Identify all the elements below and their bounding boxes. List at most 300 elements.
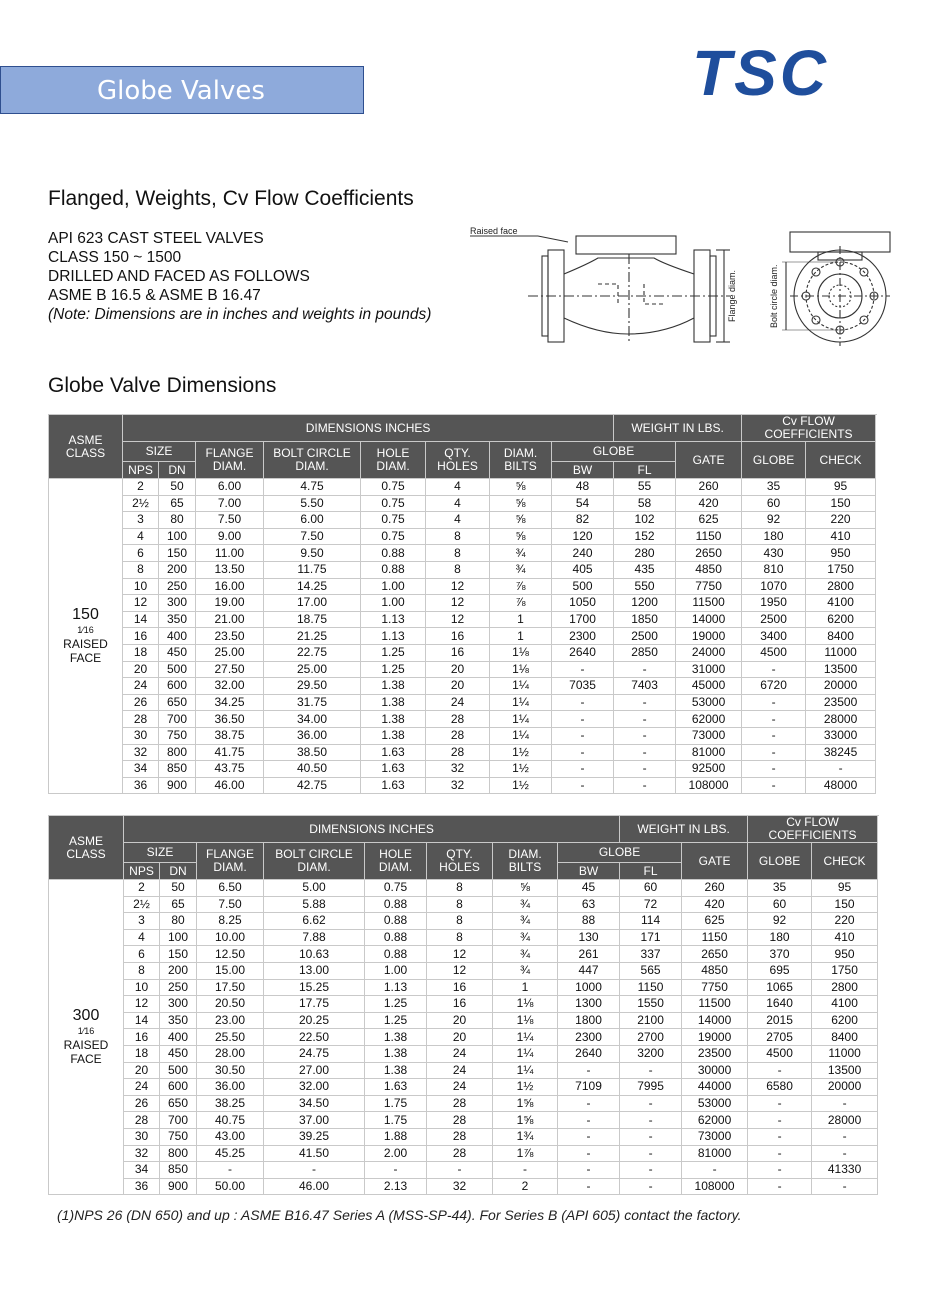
table-cell: 28: [427, 1145, 493, 1162]
table-cell: 0.88: [361, 545, 426, 562]
table-cell: 34: [123, 761, 159, 778]
table-cell: 2300: [552, 628, 614, 645]
nps-header: NPS: [123, 462, 159, 479]
table-cell: ¾: [490, 545, 552, 562]
table-cell: 120: [552, 528, 614, 545]
table-cell: 8: [427, 929, 493, 946]
title-banner: [0, 66, 364, 114]
table-cell: 1.38: [361, 727, 426, 744]
table-cell: 11500: [676, 595, 742, 612]
table-cell: 20: [426, 678, 490, 695]
table-cell: 80: [160, 913, 197, 930]
table-cell: 21.00: [196, 611, 264, 628]
table-cell: 14: [124, 1012, 160, 1029]
table-cell: -: [614, 694, 676, 711]
table-cell: 565: [620, 962, 682, 979]
table-cell: 20000: [806, 678, 876, 695]
bolt-circle-diam-label: Bolt circle diam.: [769, 264, 779, 328]
table-row: [49, 1045, 878, 1062]
table-cell: ⅝: [490, 495, 552, 512]
table-cell: 12: [426, 595, 490, 612]
table-cell: -: [614, 711, 676, 728]
spec-line: DRILLED AND FACED AS FOLLOWS: [48, 268, 310, 285]
table-cell: 435: [614, 561, 676, 578]
table-cell: 10: [123, 578, 159, 595]
table-cell: 800: [160, 1145, 197, 1162]
dn-header: DN: [159, 462, 196, 479]
table-cell: 36.50: [196, 711, 264, 728]
table-cell: 4850: [676, 561, 742, 578]
table-cell: 150: [812, 896, 878, 913]
table-cell: -: [812, 1095, 878, 1112]
table-cell: 11000: [812, 1045, 878, 1062]
table-cell: 0.88: [365, 946, 427, 963]
table-cell: 8: [426, 561, 490, 578]
table-cell: 1.00: [361, 578, 426, 595]
table-row: [49, 1029, 878, 1046]
spec-note: (Note: Dimensions are in inches and weights in pounds): [48, 306, 432, 323]
table-cell: 2300: [558, 1029, 620, 1046]
table-cell: 48: [552, 479, 614, 496]
table-cell: 1.25: [361, 661, 426, 678]
fl-header: FL: [614, 462, 676, 479]
table-row: [49, 1012, 878, 1029]
table-cell: 73000: [682, 1128, 748, 1145]
table-cell: 45: [558, 880, 620, 897]
table-cell: 81000: [682, 1145, 748, 1162]
table-row: [49, 661, 876, 678]
table-cell: ⅝: [490, 479, 552, 496]
table-cell: -: [742, 727, 806, 744]
table-cell: 350: [160, 1012, 197, 1029]
table-cell: 24.75: [264, 1045, 365, 1062]
table-cell: 23500: [682, 1045, 748, 1062]
table-cell: 8: [426, 545, 490, 562]
class-number: 150: [72, 605, 99, 623]
table-cell: -: [552, 694, 614, 711]
gate-header: GATE: [682, 843, 748, 880]
table-cell: 4: [123, 528, 159, 545]
class-fraction: 1⁄16: [77, 1025, 95, 1036]
table-cell: 6.00: [264, 512, 361, 529]
class-face: RAISED FACE: [63, 636, 108, 665]
table-body: [49, 880, 878, 1195]
table-cell: 152: [614, 528, 676, 545]
table-cell: 220: [806, 512, 876, 529]
table-cell: 53000: [682, 1095, 748, 1112]
table-cell: 405: [552, 561, 614, 578]
table-cell: 500: [159, 661, 196, 678]
table-cell: 150: [806, 495, 876, 512]
table-cell: 50: [159, 479, 196, 496]
table-cell: 2500: [742, 611, 806, 628]
table-cell: 40.75: [197, 1112, 264, 1129]
table-cell: 26: [123, 694, 159, 711]
table-cell: 8: [427, 913, 493, 930]
table-row: [49, 962, 878, 979]
table-cell: 4100: [812, 996, 878, 1013]
table-cell: 1550: [620, 996, 682, 1013]
table-row: [49, 512, 876, 529]
section-title: Globe Valve Dimensions: [48, 374, 277, 397]
cv-header: Cv FLOW COEFFICIENTS: [742, 415, 876, 442]
table-cell: 200: [160, 962, 197, 979]
table-cell: 80: [159, 512, 196, 529]
table-cell: 20: [427, 1012, 493, 1029]
table-row: [49, 1112, 878, 1129]
table-cell: 7750: [676, 578, 742, 595]
table-cell: 60: [742, 495, 806, 512]
table-cell: 7995: [620, 1079, 682, 1096]
table-cell: 46.00: [196, 777, 264, 794]
table-row: [49, 678, 876, 695]
table-cell: 27.00: [264, 1062, 365, 1079]
table-cell: 12: [426, 578, 490, 595]
table-cell: 200: [159, 561, 196, 578]
table-cell: 24: [124, 1079, 160, 1096]
table-cell: 38.75: [196, 727, 264, 744]
table-cell: 18: [124, 1045, 160, 1062]
table-cell: 32.00: [196, 678, 264, 695]
table-cell: 0.75: [361, 495, 426, 512]
table-cell: 1150: [676, 528, 742, 545]
table-cell: 23.00: [197, 1012, 264, 1029]
raised-face-label: Raised face: [470, 226, 518, 236]
table-cell: 0.88: [365, 896, 427, 913]
page-heading: Flanged, Weights, Cv Flow Coefficients: [48, 187, 414, 210]
table-cell: 38.50: [264, 744, 361, 761]
table-cell: 30000: [682, 1062, 748, 1079]
table-cell: -: [614, 761, 676, 778]
table-cell: 1700: [552, 611, 614, 628]
asme-class-cell: [49, 880, 124, 1195]
table-cell: 1.00: [365, 962, 427, 979]
table-cell: 1⅝: [493, 1095, 558, 1112]
table-cell: 24: [123, 678, 159, 695]
table-row: [49, 880, 878, 897]
bolt-circle-header: BOLT CIRCLE DIAM.: [264, 843, 365, 880]
table-row: [49, 628, 876, 645]
table-cell: -: [620, 1145, 682, 1162]
table-cell: 2500: [614, 628, 676, 645]
spec-block: [48, 229, 431, 324]
table-row: [49, 595, 876, 612]
table-cell: -: [552, 727, 614, 744]
table-cell: 43.00: [197, 1128, 264, 1145]
table-row: [49, 644, 876, 661]
table-cell: -: [742, 761, 806, 778]
table-cell: 700: [159, 711, 196, 728]
table-cell: ⅞: [490, 595, 552, 612]
table-cell: -: [748, 1128, 812, 1145]
class-face: RAISED FACE: [63, 1037, 109, 1066]
table-cell: 7403: [614, 678, 676, 695]
dimensions-table-300: [48, 815, 878, 1195]
table-cell: 2640: [552, 644, 614, 661]
table-cell: 81000: [676, 744, 742, 761]
table-cell: 1⅞: [493, 1145, 558, 1162]
table-cell: 50.00: [197, 1178, 264, 1195]
table-cell: 14: [123, 611, 159, 628]
table-cell: 900: [160, 1178, 197, 1195]
table-cell: 28: [427, 1095, 493, 1112]
table-cell: 6720: [742, 678, 806, 695]
table-cell: 41330: [812, 1162, 878, 1179]
check-header: CHECK: [806, 442, 876, 479]
table-cell: 12: [427, 962, 493, 979]
table-cell: 35: [742, 479, 806, 496]
table-cell: -: [614, 777, 676, 794]
table-cell: 65: [159, 495, 196, 512]
dimensions-header: DIMENSIONS INCHES: [123, 415, 614, 442]
table-cell: 900: [159, 777, 196, 794]
globe-weight-header: GLOBE: [558, 843, 682, 863]
table-cell: 82: [552, 512, 614, 529]
table-cell: -: [620, 1128, 682, 1145]
table-cell: 2015: [748, 1012, 812, 1029]
table-cell: 25.00: [196, 644, 264, 661]
table-cell: 280: [614, 545, 676, 562]
table-cell: -: [748, 1112, 812, 1129]
bw-header: BW: [552, 462, 614, 479]
table-cell: 2½: [123, 495, 159, 512]
table-cell: 2800: [806, 578, 876, 595]
flange-diam-header: FLANGE DIAM.: [197, 843, 264, 880]
table-cell: 4: [426, 479, 490, 496]
table-cell: 34.50: [264, 1095, 365, 1112]
table-cell: 46.00: [264, 1178, 365, 1195]
table-cell: 4500: [748, 1045, 812, 1062]
table-cell: -: [748, 1062, 812, 1079]
table-cell: 2800: [812, 979, 878, 996]
table-cell: -: [558, 1178, 620, 1195]
table-cell: 7.50: [197, 896, 264, 913]
table-cell: 7109: [558, 1079, 620, 1096]
table-cell: 100: [159, 528, 196, 545]
table-cell: 9.50: [264, 545, 361, 562]
table-cell: 36: [124, 1178, 160, 1195]
table-cell: 72: [620, 896, 682, 913]
table-cell: 6200: [806, 611, 876, 628]
bolt-circle-header: BOLT CIRCLE DIAM.: [264, 442, 361, 479]
cv-globe-header: GLOBE: [742, 442, 806, 479]
table-cell: -: [558, 1162, 620, 1179]
table-cell: -: [742, 777, 806, 794]
table-cell: 1: [490, 628, 552, 645]
table-cell: 1⅛: [493, 1012, 558, 1029]
table-cell: 550: [614, 578, 676, 595]
table-cell: 20000: [812, 1079, 878, 1096]
table-row: [49, 1162, 878, 1179]
table-cell: 13500: [806, 661, 876, 678]
table-cell: ⅝: [490, 512, 552, 529]
table-cell: 8400: [812, 1029, 878, 1046]
spec-line: CLASS 150 ~ 1500: [48, 249, 182, 266]
table-cell: 88: [558, 913, 620, 930]
table-cell: -: [614, 661, 676, 678]
table-cell: 300: [160, 996, 197, 1013]
table-cell: 15.25: [264, 979, 365, 996]
table-cell: 260: [682, 880, 748, 897]
table-cell: 4: [426, 495, 490, 512]
table-cell: -: [493, 1162, 558, 1179]
table-cell: 20: [124, 1062, 160, 1079]
table-cell: 16: [427, 996, 493, 1013]
table-cell: 41.50: [264, 1145, 365, 1162]
table-cell: 250: [159, 578, 196, 595]
table-cell: 1.25: [365, 1012, 427, 1029]
table-cell: 16: [426, 644, 490, 661]
table-cell: 2: [493, 1178, 558, 1195]
table-cell: 14000: [676, 611, 742, 628]
table-cell: 19000: [676, 628, 742, 645]
table-cell: 62000: [676, 711, 742, 728]
table-cell: 0.75: [361, 528, 426, 545]
table-row: [49, 528, 876, 545]
table-cell: 3200: [620, 1045, 682, 1062]
table-cell: ⅝: [490, 528, 552, 545]
table-cell: 2: [123, 479, 159, 496]
table-cell: ¾: [493, 896, 558, 913]
table-cell: 260: [676, 479, 742, 496]
table-cell: 6: [124, 946, 160, 963]
table-row: [49, 929, 878, 946]
table-cell: 27.50: [196, 661, 264, 678]
table-cell: -: [264, 1162, 365, 1179]
table-cell: 28: [426, 744, 490, 761]
table-cell: 4850: [682, 962, 748, 979]
hole-diam-header: HOLE DIAM.: [365, 843, 427, 880]
table-cell: 700: [160, 1112, 197, 1129]
table-cell: 16: [426, 628, 490, 645]
table-cell: 1.75: [365, 1112, 427, 1129]
table-cell: -: [558, 1145, 620, 1162]
table-cell: 1¼: [490, 711, 552, 728]
table-cell: 19.00: [196, 595, 264, 612]
table-cell: 36.00: [197, 1079, 264, 1096]
table-cell: 39.25: [264, 1128, 365, 1145]
table-cell: 6.62: [264, 913, 365, 930]
table-cell: -: [197, 1162, 264, 1179]
table-cell: 625: [682, 913, 748, 930]
table-cell: 8: [426, 528, 490, 545]
table-cell: 32: [123, 744, 159, 761]
table-cell: 180: [742, 528, 806, 545]
table-cell: 3: [124, 913, 160, 930]
table-cell: 63: [558, 896, 620, 913]
table-cell: 1.63: [361, 744, 426, 761]
qty-holes-header: QTY. HOLES: [427, 843, 493, 880]
table-cell: 3400: [742, 628, 806, 645]
table-cell: 11.75: [264, 561, 361, 578]
table-row: [49, 479, 876, 496]
table-cell: 1¼: [493, 1045, 558, 1062]
table-cell: 36: [123, 777, 159, 794]
cv-globe-header: GLOBE: [748, 843, 812, 880]
tsc-logo: TSC: [692, 37, 829, 109]
table-cell: 625: [676, 512, 742, 529]
table-cell: 1750: [812, 962, 878, 979]
table-cell: 2100: [620, 1012, 682, 1029]
table-cell: 33000: [806, 727, 876, 744]
table-cell: ⅞: [490, 578, 552, 595]
table-cell: -: [552, 744, 614, 761]
table-cell: 8: [124, 962, 160, 979]
table-cell: 130: [558, 929, 620, 946]
table-cell: 2705: [748, 1029, 812, 1046]
table-cell: 13500: [812, 1062, 878, 1079]
table-cell: 1200: [614, 595, 676, 612]
table-cell: 8400: [806, 628, 876, 645]
table-cell: 20: [426, 661, 490, 678]
banner-title: Globe Valves: [97, 76, 265, 106]
table-cell: 30: [123, 727, 159, 744]
table-cell: 28.00: [197, 1045, 264, 1062]
table-cell: -: [552, 761, 614, 778]
table-cell: 1.00: [361, 595, 426, 612]
table-cell: 1¾: [493, 1128, 558, 1145]
table-cell: 17.75: [264, 996, 365, 1013]
table-cell: 37.00: [264, 1112, 365, 1129]
table-cell: 171: [620, 929, 682, 946]
table-cell: 7750: [682, 979, 748, 996]
table-cell: 7.00: [196, 495, 264, 512]
table-cell: 13.00: [264, 962, 365, 979]
table-cell: 1.13: [365, 979, 427, 996]
table-cell: 21.25: [264, 628, 361, 645]
table-cell: 750: [159, 727, 196, 744]
table-cell: 16: [427, 979, 493, 996]
table-row: [49, 561, 876, 578]
table-cell: 28000: [812, 1112, 878, 1129]
table-cell: 447: [558, 962, 620, 979]
table-cell: 29.50: [264, 678, 361, 695]
dimensions-table-150: [48, 414, 876, 794]
table-cell: 850: [159, 761, 196, 778]
table-cell: 1850: [614, 611, 676, 628]
table-row: [49, 1145, 878, 1162]
table-cell: -: [748, 1095, 812, 1112]
table-cell: 1½: [490, 744, 552, 761]
table-cell: 1⅛: [493, 996, 558, 1013]
table-cell: 950: [806, 545, 876, 562]
table-cell: 10.00: [197, 929, 264, 946]
table-cell: 18: [123, 644, 159, 661]
table-cell: 1150: [682, 929, 748, 946]
table-cell: 40.50: [264, 761, 361, 778]
table-cell: 1.38: [361, 678, 426, 695]
table-cell: 1.13: [361, 611, 426, 628]
table-cell: 1800: [558, 1012, 620, 1029]
table-cell: 28000: [806, 711, 876, 728]
table-cell: 1070: [742, 578, 806, 595]
table-cell: -: [682, 1162, 748, 1179]
table-cell: 5.50: [264, 495, 361, 512]
table-cell: 12: [427, 946, 493, 963]
table-cell: 35: [748, 880, 812, 897]
valve-diagram: [468, 224, 900, 348]
table-cell: 65: [160, 896, 197, 913]
table-cell: 31.75: [264, 694, 361, 711]
table-cell: 1.75: [365, 1095, 427, 1112]
table-cell: 73000: [676, 727, 742, 744]
table-cell: 0.88: [365, 929, 427, 946]
table-cell: 0.75: [361, 512, 426, 529]
table-cell: 400: [160, 1029, 197, 1046]
table-cell: ¾: [493, 913, 558, 930]
table-cell: 24000: [676, 644, 742, 661]
bonnet: [576, 236, 676, 254]
